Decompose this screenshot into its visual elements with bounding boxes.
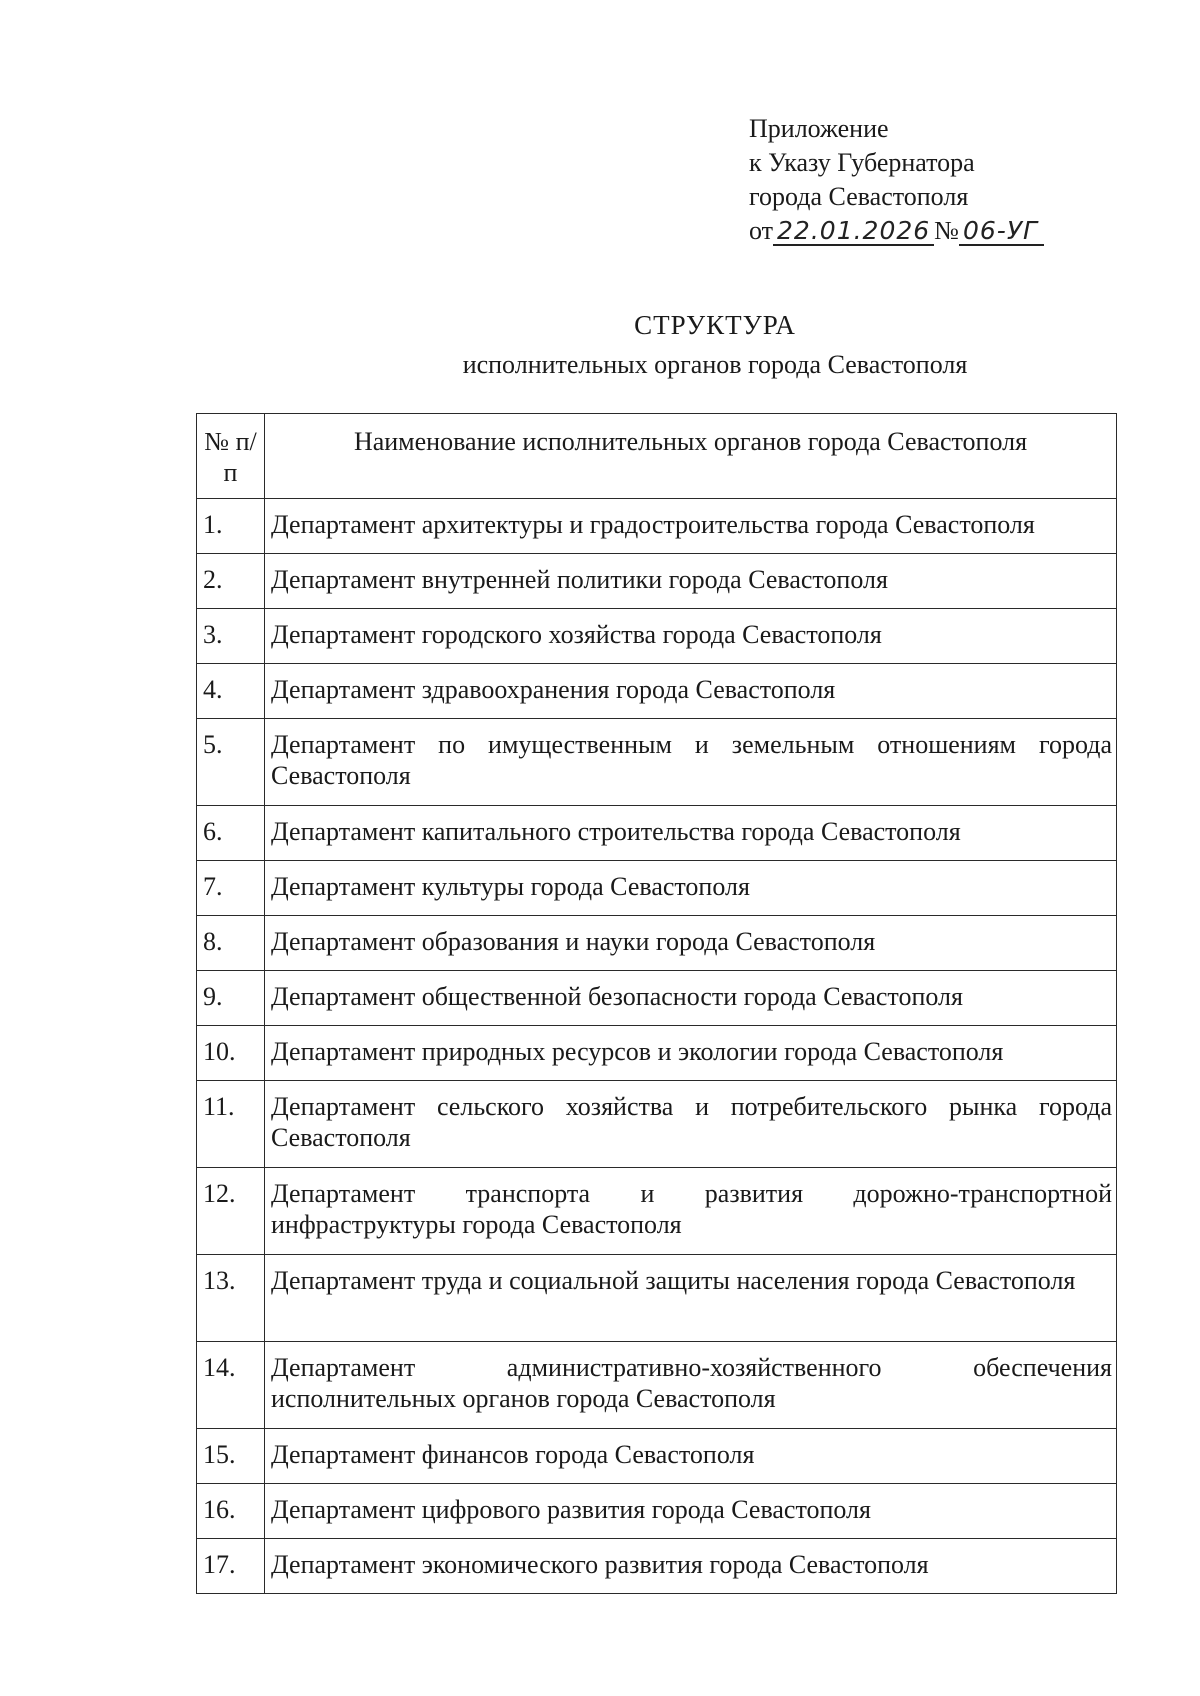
row-name: Департамент природных ресурсов и экологии города Севастополя [265,1026,1117,1081]
row-number: 2. [197,554,265,609]
row-number: 6. [197,806,265,861]
table-row [197,664,1117,719]
row-number: 3. [197,609,265,664]
row-number: 8. [197,916,265,971]
table-row [197,971,1117,1026]
table-row [197,861,1117,916]
row-name: Департамент труда и социальной защиты населения города Севастополя [265,1255,1117,1342]
document-title: СТРУКТУРА [634,310,796,340]
row-name: Департамент архитектуры и градостроительства города Севастополя [265,499,1117,554]
appendix-block [749,112,1044,248]
row-name: Департамент общественной безопасности города Севастополя [265,971,1117,1026]
row-number: 5. [197,719,265,806]
table-row [197,499,1117,554]
row-name: Департамент административно-хозяйственного обеспечения исполнительных органов города Севастополя [265,1342,1117,1429]
table-row [197,1484,1117,1539]
table-row [197,554,1117,609]
row-number: 9. [197,971,265,1026]
table-row [197,806,1117,861]
appendix-decree-ref: к Указу Губернатора [749,148,975,177]
header-number: № п/п [197,414,265,499]
row-name: Департамент внутренней политики города Севастополя [265,554,1117,609]
table-row [197,1429,1117,1484]
table-row [197,1342,1117,1429]
row-number: 11. [197,1081,265,1168]
table-header-row [197,414,1117,499]
document-subtitle: исполнительных органов города Севастополя [462,350,968,379]
number-sign: № [934,216,959,245]
structure-table [196,413,1117,1594]
row-number: 16. [197,1484,265,1539]
row-name: Департамент образования и науки города Севастополя [265,916,1117,971]
row-number: 13. [197,1255,265,1342]
table-row [197,1539,1117,1594]
row-name: Департамент здравоохранения города Севастополя [265,664,1117,719]
table-row [197,609,1117,664]
handwritten-number: 06-УГ [959,218,1044,246]
table-row [197,719,1117,806]
table-row [197,916,1117,971]
appendix-city: города Севастополя [749,182,969,211]
row-number: 7. [197,861,265,916]
row-number: 10. [197,1026,265,1081]
row-name: Департамент экономического развития города Севастополя [265,1539,1117,1594]
handwritten-date: 22.01.2026 [773,218,934,246]
table-row [197,1026,1117,1081]
header-name: Наименование исполнительных органов города Севастополя [265,414,1117,499]
row-name: Департамент цифрового развития города Севастополя [265,1484,1117,1539]
row-number: 12. [197,1168,265,1255]
row-number: 17. [197,1539,265,1594]
table-row [197,1255,1117,1342]
row-name: Департамент сельского хозяйства и потребительского рынка города Севастополя [265,1081,1117,1168]
row-name: Департамент культуры города Севастополя [265,861,1117,916]
row-name: Департамент финансов города Севастополя [265,1429,1117,1484]
row-name: Департамент по имущественным и земельным отношениям города Севастополя [265,719,1117,806]
table-row [197,1081,1117,1168]
row-number: 1. [197,499,265,554]
appendix-date-line [749,214,1044,248]
row-number: 14. [197,1342,265,1429]
date-prefix: от [749,216,774,245]
appendix-title: Приложение [749,114,889,143]
row-number: 15. [197,1429,265,1484]
row-name: Департамент транспорта и развития дорожно-транспортной инфраструктуры города Севастополя [265,1168,1117,1255]
table-row [197,1168,1117,1255]
row-number: 4. [197,664,265,719]
row-name: Департамент капитального строительства города Севастополя [265,806,1117,861]
row-name: Департамент городского хозяйства города Севастополя [265,609,1117,664]
